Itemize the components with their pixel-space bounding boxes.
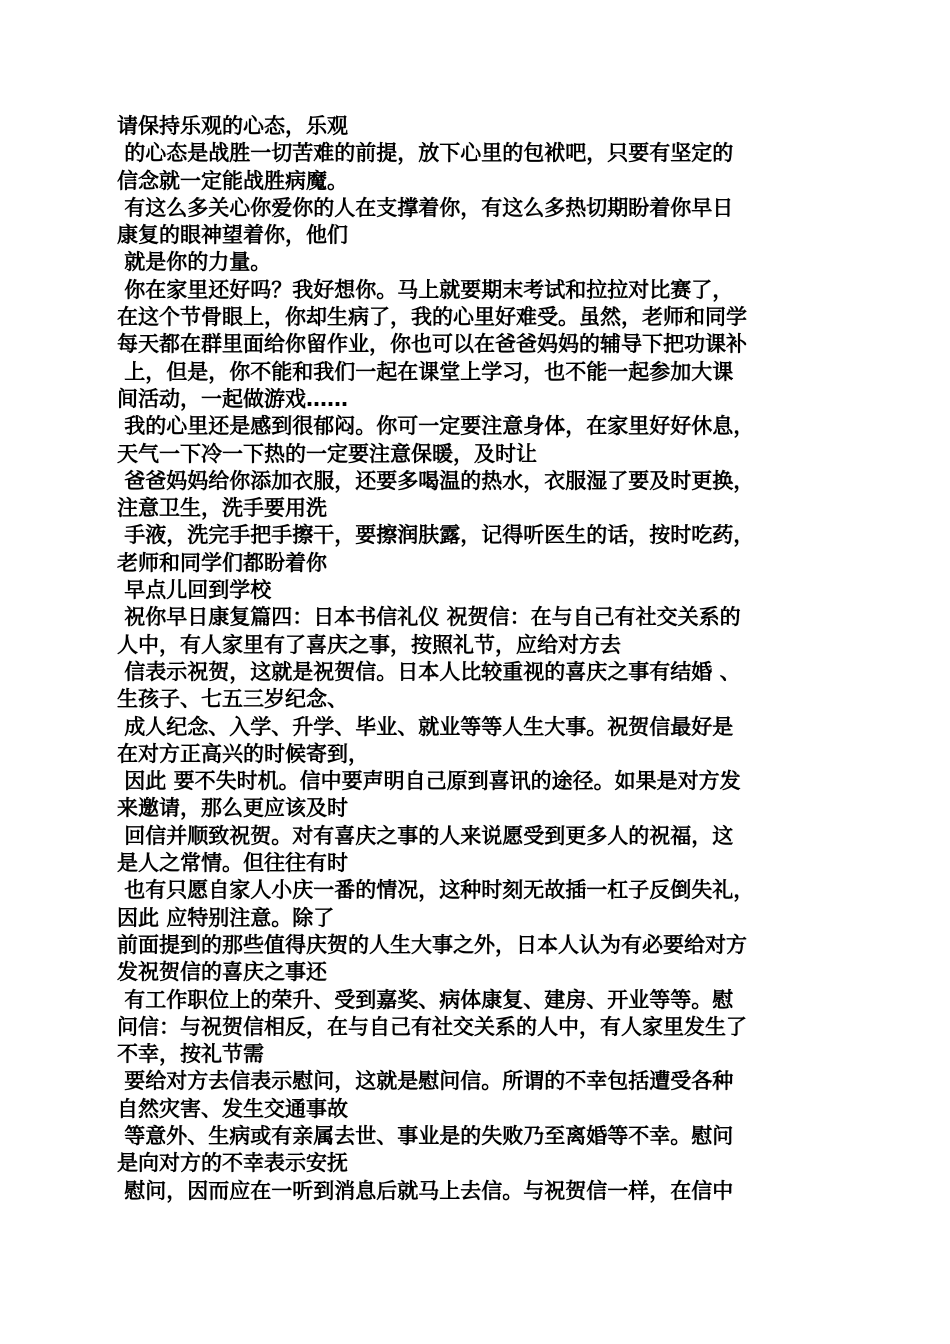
text-line: 天气一下冷一下热的一定要注意保暖，及时让 — [117, 441, 537, 466]
text-line: 注意卫生，洗手要用洗 — [117, 496, 327, 521]
text-line: 间活动，一起做游戏…… — [117, 386, 348, 411]
text-line: 有工作职位上的荣升、受到嘉奖、病体康复、建房、开业等等。慰 — [117, 987, 734, 1012]
text-line: 前面提到的那些值得庆贺的人生大事之外，日本人认为有必要给对方 — [117, 932, 747, 957]
text-line: 你在家里还好吗？我好想你。马上就要期末考试和拉拉对比赛了， — [117, 277, 734, 302]
text-line: 信表示祝贺，这就是祝贺信。日本人比较重视的喜庆之事有结婚 、 — [117, 659, 741, 684]
text-line: 回信并顺致祝贺。对有喜庆之事的人来说愿受到更多人的祝福，这 — [117, 823, 734, 848]
text-line: 信念就一定能战胜病魔。 — [117, 168, 348, 193]
text-line: 在对方正高兴的时候寄到， — [117, 741, 369, 766]
text-line: 康复的眼神望着你，他们 — [117, 223, 348, 248]
text-line: 的心态是战胜一切苦难的前提，放下心里的包袱吧，只要有坚定的 — [117, 141, 734, 166]
text-line: 在这个节骨眼上，你却生病了，我的心里好难受。虽然，老师和同学 — [117, 305, 747, 330]
text-line: 成人纪念、入学、升学、毕业、就业等等人生大事。祝贺信最好是 — [117, 714, 734, 739]
text-line: 是人之常情。但往往有时 — [117, 851, 348, 876]
text-line: 来邀请，那么更应该及时 — [117, 796, 348, 821]
text-line: 生孩子、七五三岁纪念、 — [117, 687, 348, 712]
text-line: 请保持乐观的心态，乐观 — [117, 114, 348, 138]
text-line: 等意外、生病或有亲属去世、事业是的失败乃至离婚等不幸。慰问 — [117, 1123, 734, 1148]
text-line: 老师和同学们都盼着你 — [117, 550, 327, 575]
text-line: 爸爸妈妈给你添加衣服，还要多喝温的热水，衣服湿了要及时更换， — [117, 468, 755, 493]
text-line: 要给对方去信表示慰问，这就是慰问信。所谓的不幸包括遭受各种 — [117, 1069, 734, 1094]
text-line: 我的心里还是感到很郁闷。你可一定要注意身体，在家里好好休息， — [117, 414, 755, 439]
text-line: 问信：与祝贺信相反，在与自己有社交关系的人中，有人家里发生了 — [117, 1014, 747, 1039]
body-text — [117, 113, 847, 1205]
text-line: 因此 应特别注意。除了 — [117, 905, 335, 930]
text-line: 上，但是，你不能和我们一起在课堂上学习，也不能一起参加大课 — [117, 359, 734, 384]
text-line: 每天都在群里面给你留作业，你也可以在爸爸妈妈的辅导下把功课补 — [117, 332, 747, 357]
text-line: 早点儿回到学校 — [117, 578, 272, 603]
text-line: 就是你的力量。 — [117, 250, 272, 275]
text-line: 人中，有人家里有了喜庆之事，按照礼节，应给对方去 — [117, 632, 621, 657]
text-line: 也有只愿自家人小庆一番的情况，这种时刻无故插一杠子反倒失礼， — [117, 878, 755, 903]
text-line: 因此 要不失时机。信中要声明自己原到喜讯的途径。如果是对方发 — [117, 769, 741, 794]
text-line: 发祝贺信的喜庆之事还 — [117, 960, 327, 985]
text-line: 是向对方的不幸表示安抚 — [117, 1151, 348, 1176]
text-line: 祝你早日康复篇四：日本书信礼仪 祝贺信：在与自己有社交关系的 — [117, 605, 741, 630]
text-line: 自然灾害、发生交通事故 — [117, 1096, 348, 1121]
text-line: 不幸，按礼节需 — [117, 1042, 264, 1067]
text-line: 手液，洗完手把手擦干，要擦润肤露，记得听医生的话，按时吃药， — [117, 523, 755, 548]
text-line: 有这么多关心你爱你的人在支撑着你，有这么多热切期盼着你早日 — [117, 195, 734, 220]
text-line: 慰问，因而应在一听到消息后就马上去信。与祝贺信一样，在信中 — [117, 1178, 734, 1203]
